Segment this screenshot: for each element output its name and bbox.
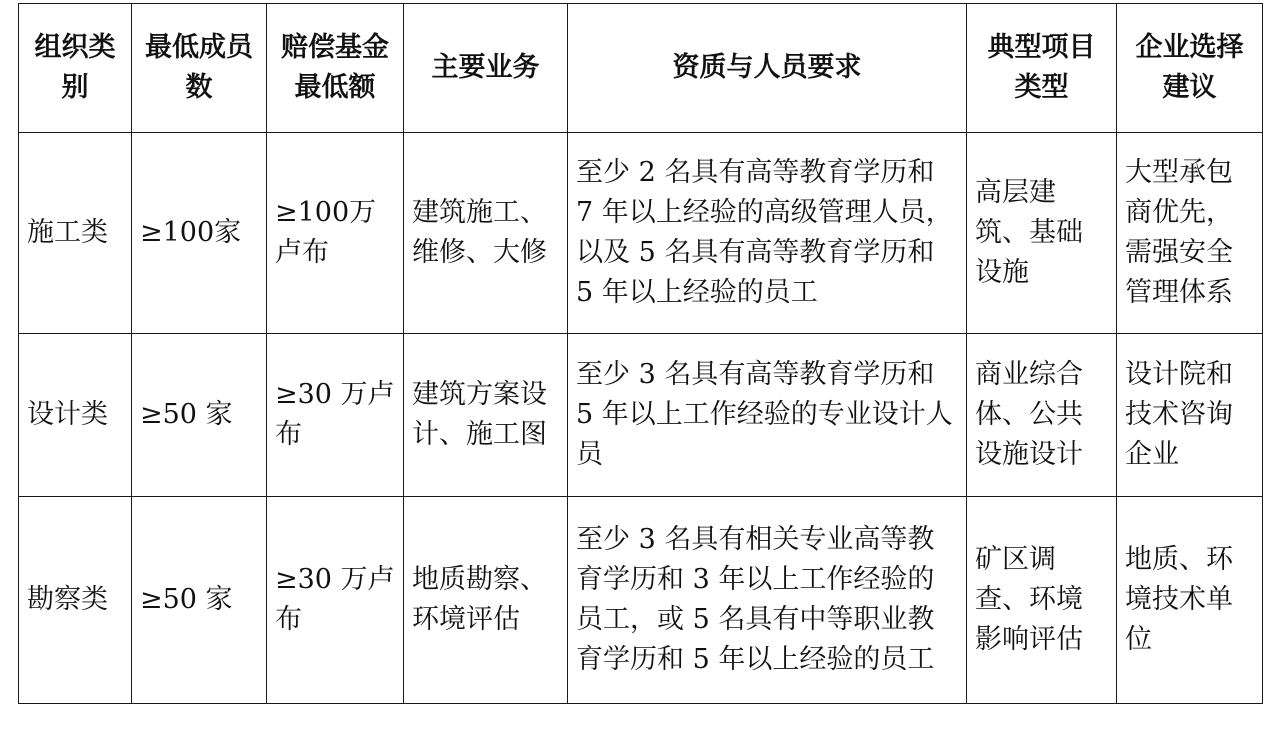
cell-min-compensation-fund: ≥100万卢布 bbox=[267, 133, 404, 334]
cell-org-category: 设计类 bbox=[19, 334, 132, 497]
header-typical-projects: 典型项目类型 bbox=[967, 4, 1117, 133]
cell-selection-advice: 大型承包商优先，需强安全管理体系 bbox=[1117, 133, 1263, 334]
cell-qualification-requirements: 至少 2 名具有高等教育学历和 7 年以上经验的高级管理人员，以及 5 名具有高等教育学历和 5 年以上经验的员工 bbox=[568, 133, 967, 334]
cell-qualification-requirements: 至少 3 名具有高等教育学历和 5 年以上工作经验的专业设计人员 bbox=[568, 334, 967, 497]
cell-org-category: 施工类 bbox=[19, 133, 132, 334]
table-row bbox=[19, 497, 1263, 704]
cell-min-compensation-fund: ≥30 万卢布 bbox=[267, 497, 404, 704]
cell-selection-advice: 设计院和技术咨询企业 bbox=[1117, 334, 1263, 497]
qualification-table bbox=[18, 3, 1263, 704]
cell-min-members: ≥50 家 bbox=[132, 497, 267, 704]
cell-typical-projects: 高层建筑、基础设施 bbox=[967, 133, 1117, 334]
cell-org-category: 勘察类 bbox=[19, 497, 132, 704]
cell-typical-projects: 矿区调查、环境影响评估 bbox=[967, 497, 1117, 704]
cell-min-compensation-fund: ≥30 万卢布 bbox=[267, 334, 404, 497]
header-main-business: 主要业务 bbox=[404, 4, 568, 133]
cell-typical-projects: 商业综合体、公共设施设计 bbox=[967, 334, 1117, 497]
header-org-category: 组织类别 bbox=[19, 4, 132, 133]
header-row bbox=[19, 4, 1263, 133]
header-qualification-requirements: 资质与人员要求 bbox=[568, 4, 967, 133]
cell-min-members: ≥100家 bbox=[132, 133, 267, 334]
cell-main-business: 地质勘察、环境评估 bbox=[404, 497, 568, 704]
table-row bbox=[19, 133, 1263, 334]
cell-qualification-requirements: 至少 3 名具有相关专业高等教育学历和 3 年以上工作经验的员工，或 5 名具有中等职业教育学历和 5 年以上经验的员工 bbox=[568, 497, 967, 704]
table-row bbox=[19, 334, 1263, 497]
cell-min-members: ≥50 家 bbox=[132, 334, 267, 497]
header-min-compensation-fund: 赔偿基金最低额 bbox=[267, 4, 404, 133]
cell-main-business: 建筑方案设计、施工图 bbox=[404, 334, 568, 497]
header-min-members: 最低成员数 bbox=[132, 4, 267, 133]
cell-selection-advice: 地质、环境技术单位 bbox=[1117, 497, 1263, 704]
header-selection-advice: 企业选择建议 bbox=[1117, 4, 1263, 133]
cell-main-business: 建筑施工、维修、大修 bbox=[404, 133, 568, 334]
